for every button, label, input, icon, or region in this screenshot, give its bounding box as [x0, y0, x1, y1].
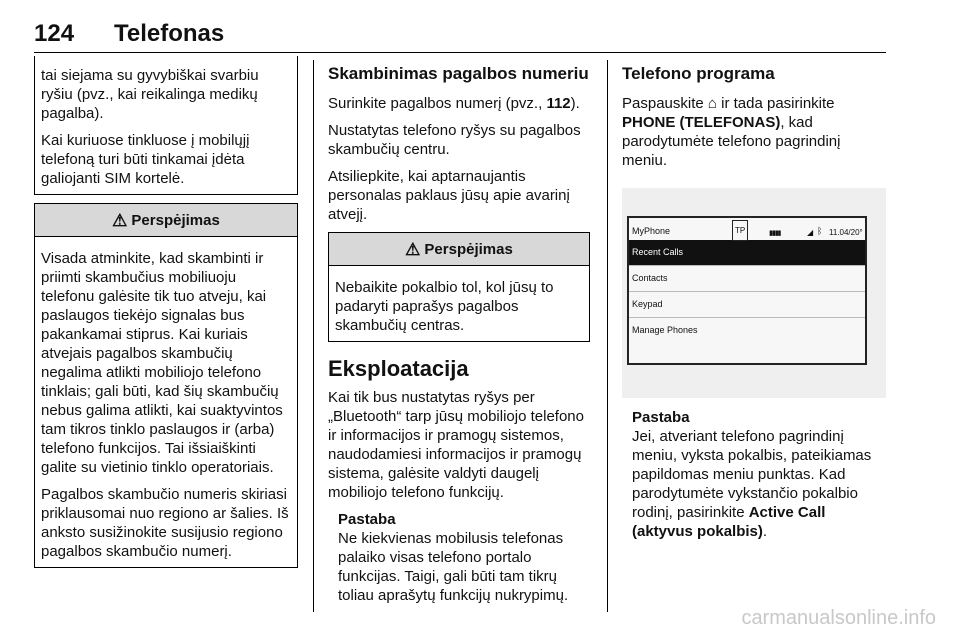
warning-triangle-icon: ⚠ [112, 210, 128, 230]
note-text: Jei, atveriant telefono pagrindinį meniu, vyksta pokalbis, pateikiamas papildomas meniu punktas. Kad parodytumėte vykstančio pokalbio rodinį, pasirinkite [632, 428, 872, 521]
home-icon: ⌂ [707, 95, 717, 112]
note-title: Pastaba [338, 511, 396, 528]
menu-option: Active Call (aktyvus pokalbis) [632, 504, 826, 540]
warning-title: Perspėjimas [424, 240, 513, 258]
emergency-number: 112 [546, 95, 571, 112]
paragraph: Paspauskite ⌂ ir tada pasirinkite PHONE (TELEFONAS), kad parodytumėte telefono pagrindinį meniu. [622, 95, 841, 169]
menu-item-manage-phones: Manage Phones [629, 317, 865, 343]
menu-item-recent-calls: Recent Calls [629, 240, 865, 265]
warning-body [35, 237, 297, 567]
warning-title: Perspėjimas [131, 211, 220, 229]
paragraph: Visada atminkite, kad skambinti ir priimti skambučius mobiliuoju telefonu galėsite tik tuo atveju, kai paslaugos tiekėjo signalas bus pakankamai stiprus. Kai kuriais atvejais pagalbos skambučių negalima atlikti mobiliojo telefono tinklais; gali būti, kad šių skambučių nebus galima atlikti, kai suaktyvintos tam tikros tinklo paslaugos ir (arba) telefono funkcijos. Tai išsiaiškinti galite su vietinio tinklo operatoriais. [41, 250, 283, 476]
note-block [328, 510, 590, 605]
paragraph: Kai tik bus nustatytas ryšys per „Bluetooth“ tarp jūsų mobiliojo telefono ir informacijos ir pramogų sistemos, naudodamiesi informacijos ir pramogų sistema, galėsite valdyti daugelį mobiliojo telefono funkcijų. [328, 389, 584, 501]
paragraph: tai siejama su gyvybiškai svarbiu ryšiu (pvz., kai reikalinga medikų pagalba). [41, 67, 259, 122]
watermark: carmanualsonline.info [741, 607, 936, 629]
section-heading: Eksploatacija [328, 356, 469, 381]
warning-triangle-icon: ⚠ [405, 239, 421, 259]
screen-image [622, 188, 886, 398]
note-text: Ne kiekvienas mobilusis telefonas palaiko visas telefono portalo funkcijas. Taigi, gali būti tam tikrų toliau aprašytų funkcijų nukrypimų. [338, 530, 569, 604]
warning-header [329, 233, 589, 266]
section-heading: Skambinimas pagalbos numeriu [328, 64, 589, 83]
chapter-title: Telefonas [114, 20, 225, 47]
continued-box [34, 56, 298, 195]
paragraph: Pagalbos skambučio numeris skiriasi priklausomai nuo regiono ar šalies. Iš anksto susižinokite susijusio regiono pagalbos skambučio numerį. [41, 486, 289, 560]
warning-header [35, 204, 297, 237]
warning-box [34, 203, 298, 568]
paragraph: Surinkite pagalbos numerį (pvz., 112). [328, 95, 580, 112]
column-left [34, 56, 298, 568]
paragraph: Kai kuriuose tinkluose į mobilųjį telefoną turi būti tinkamai įdėta galiojanti SIM kortelė. [41, 132, 250, 187]
page-header [34, 18, 886, 53]
note-block: Pastaba Jei, atveriant telefono pagrindinį meniu, vyksta pokalbis, pateikiamas papildomas meniu punktas. Kad parodytumėte vykstančio pokalbio rodinį, pasirinkite Active Call (aktyvus pokalbis). [622, 408, 886, 541]
paragraph: Nustatytas telefono ryšys su pagalbos skambučių centru. [328, 122, 581, 158]
battery-icon: ▮▮▮▮ [769, 230, 781, 237]
status-bar [629, 218, 865, 240]
paragraph: Nebaikite pokalbio tol, kol jūsų to padaryti paprašys pagalbos skambučių centras. [335, 279, 554, 334]
page-number: 124 [34, 20, 75, 47]
menu-item-keypad: Keypad [629, 291, 865, 317]
paragraph: Atsiliepkite, kai aptarnaujantis personalas paklaus jūsų apie avarinį atvejį. [328, 168, 570, 223]
section-heading: Telefono programa [622, 64, 775, 83]
bluetooth-icon: ᛒ [817, 226, 823, 236]
menu-option: PHONE (TELEFONAS) [622, 114, 781, 131]
signal-icon: ◢ [807, 228, 814, 237]
clock-readout: 11.04/20° [829, 228, 863, 237]
column-right [622, 56, 886, 541]
phone-screen [627, 216, 867, 365]
tp-badge: TP [732, 220, 748, 241]
menu-item-contacts: Contacts [629, 265, 865, 291]
warning-body [329, 266, 589, 341]
note-title: Pastaba [632, 409, 690, 426]
warning-box [328, 232, 590, 342]
column-divider [313, 60, 314, 612]
screen-title: MyPhone [632, 226, 671, 236]
column-divider [607, 60, 608, 612]
column-middle [328, 56, 590, 605]
